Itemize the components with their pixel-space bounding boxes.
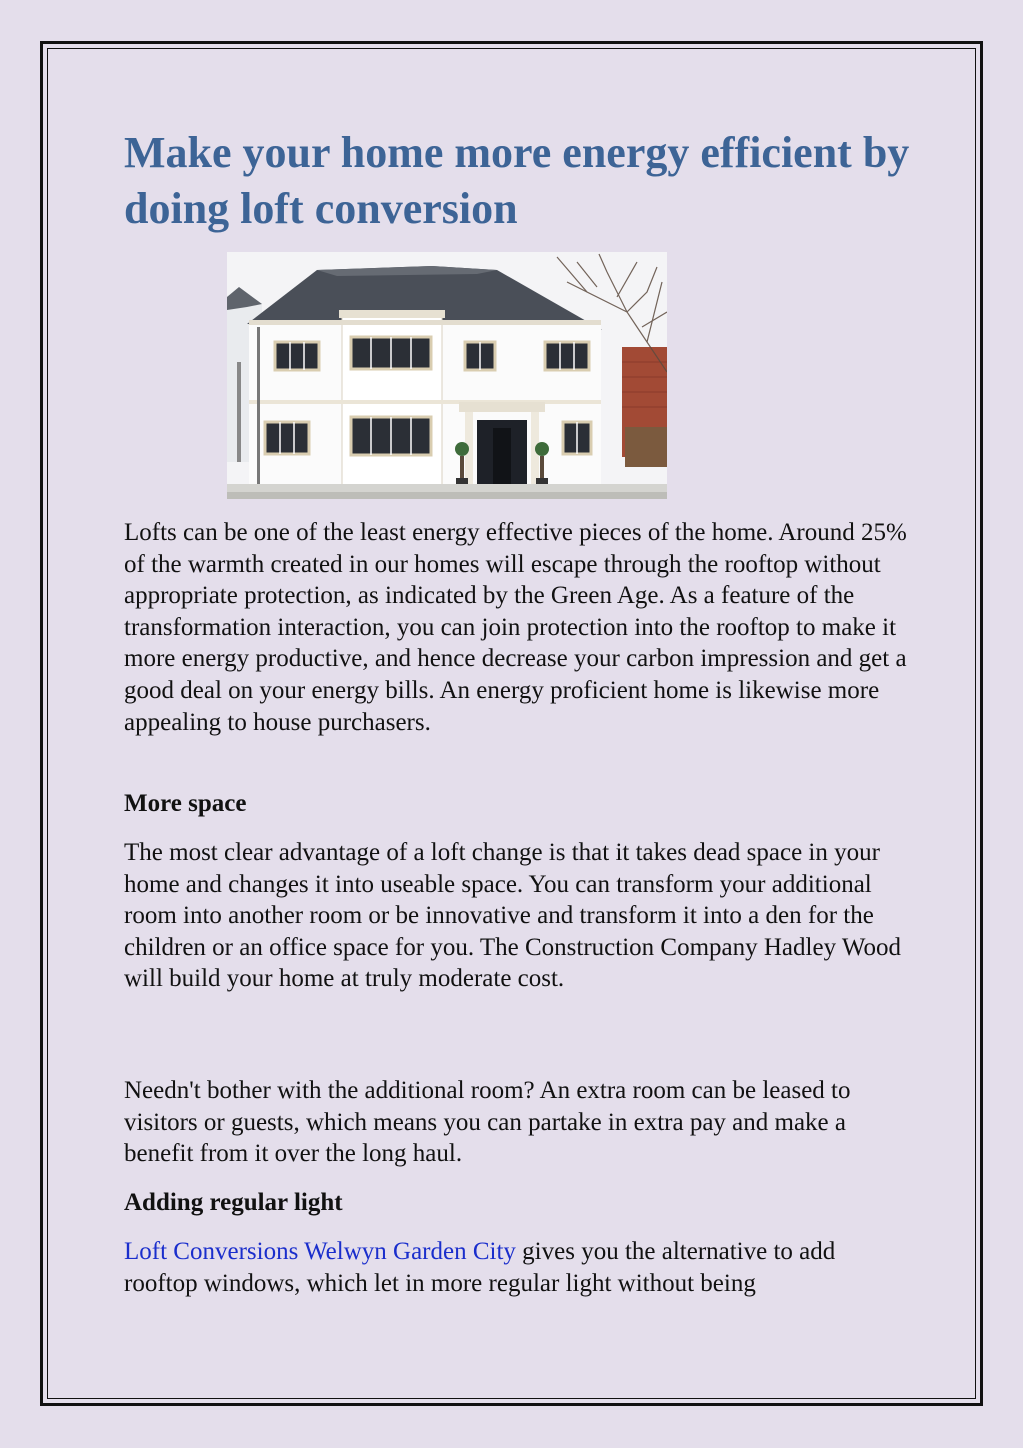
section-regular-light-body	[124, 1236, 914, 1299]
more-space-paragraph: The most clear advantage of a loft change is that it takes dead space in your home and changes it into useable space. You can transform your additional room into another room or be innovative and transform it into a den for the children or an office space for you. The Construction Company Hadley Wood will build your home at truly moderate cost.	[124, 839, 901, 993]
house-photo	[227, 252, 667, 499]
section-heading-regular-light: Adding regular light	[124, 1189, 343, 1216]
intro-paragraph: Lofts can be one of the least energy effective pieces of the home. Around 25% of the warmth created in our homes will escape through the rooftop without appropriate protection, as indicated by the Green Age. As a feature of the transformation interaction, you can join protection into the rooftop to make it more energy productive, and hence decrease your carbon impression and get a good deal on your energy bills. An energy proficient home is likewise more appealing to house purchasers.	[124, 519, 907, 736]
additional-room-paragraph: Needn't bother with the additional room? An extra room can be leased to visitors or guests, which means you can partake in extra pay and make a benefit from it over the long haul.	[124, 1077, 851, 1168]
intro-section	[124, 517, 914, 738]
section-heading-more-space: More space	[124, 790, 247, 817]
title-block	[124, 125, 914, 237]
regular-light-paragraph-text: gives you the alternative to add rooftop windows, which let in more regular light without being	[124, 1238, 836, 1297]
section-more-space-body-2	[124, 1075, 914, 1170]
section-more-space-body	[124, 837, 914, 995]
regular-light-paragraph	[124, 1236, 914, 1299]
section-regular-light	[124, 1187, 914, 1218]
section-more-space	[124, 788, 914, 819]
document-title: Make your home more energy efficient by doing loft conversion	[124, 128, 910, 233]
loft-conversions-link[interactable]: Loft Conversions Welwyn Garden City	[124, 1238, 516, 1265]
